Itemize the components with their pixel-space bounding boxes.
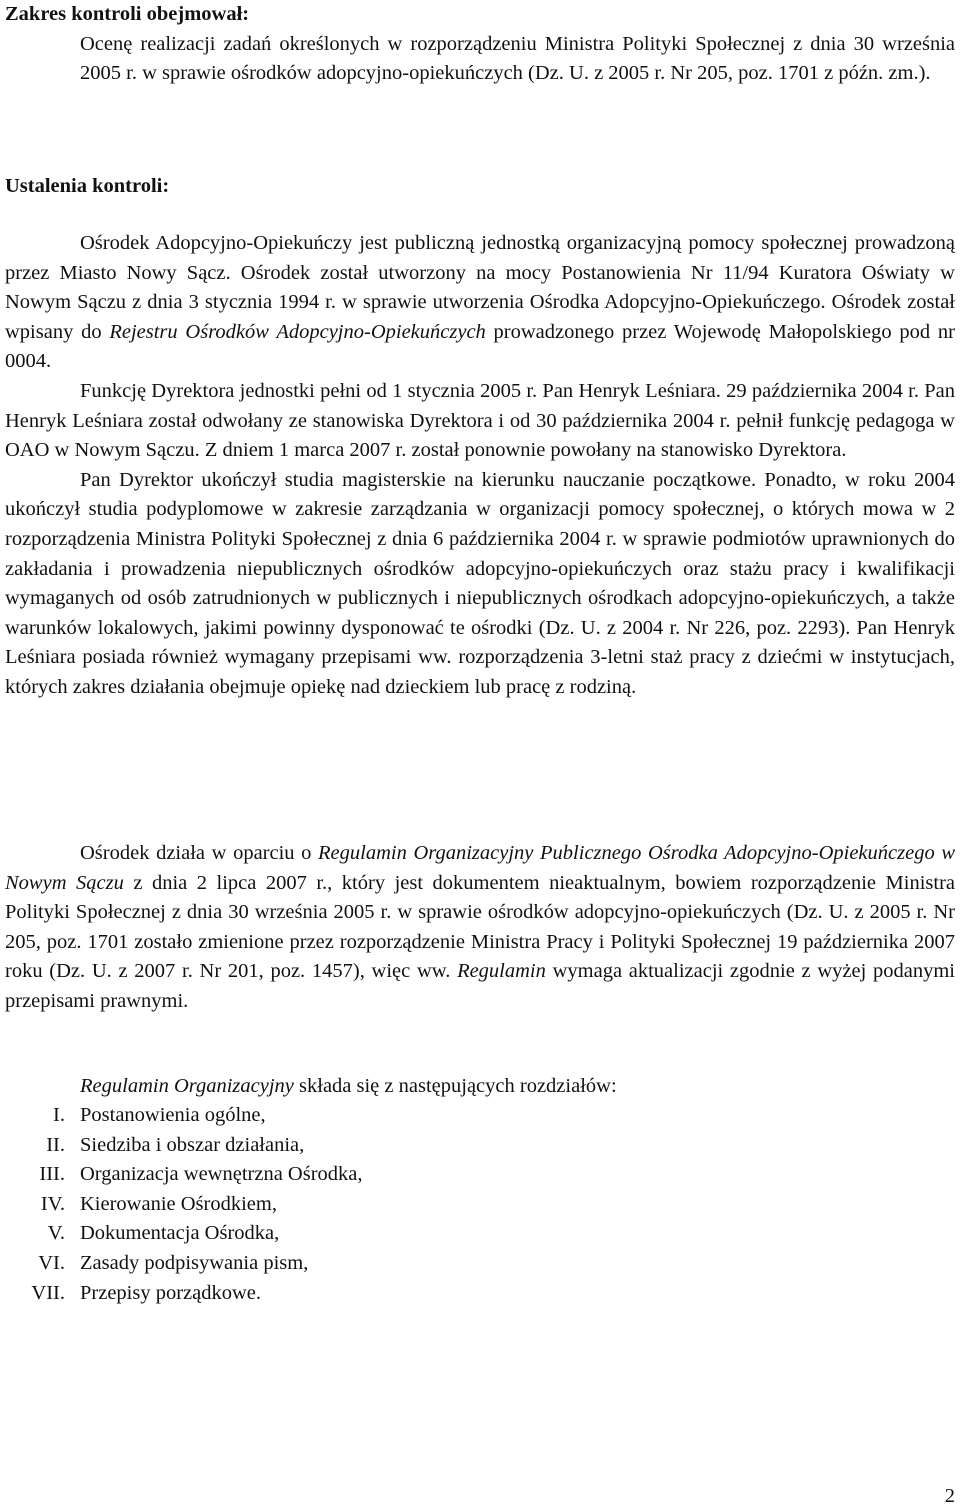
page-number: 2: [944, 1485, 955, 1507]
chapter-number: VI.: [38, 1251, 65, 1274]
regulations-short-title: Regulamin: [457, 960, 546, 983]
chapter-list-intro-italic: Regulamin Organizacyjny: [80, 1075, 294, 1097]
scope-section: [5, 0, 955, 89]
chapter-list-intro-rest: składa się z następujących rozdziałów:: [293, 1075, 617, 1097]
registry-title: Rejestru Ośrodków Adopcyjno-Opiekuńczych: [109, 320, 486, 343]
chapter-number: II.: [46, 1133, 65, 1156]
list-item: [5, 1249, 955, 1279]
chapter-number: VII.: [31, 1281, 65, 1304]
paragraph-regulations-block: [5, 839, 955, 1017]
chapter-number: III.: [39, 1163, 65, 1186]
chapter-number: I.: [53, 1104, 65, 1126]
chapter-number: V.: [47, 1222, 65, 1245]
list-item: [5, 1160, 955, 1190]
paragraph-qualifications: Pan Dyrektor ukończył studia magisterskie na kierunku nauczanie początkowe. Ponadto, w roku 2004 ukończył studia podyplomowe w zakresie zarządzania w organizacji pomocy społecznej, o których mowa w 2 rozporządzenia Ministra Polityki Społecznej z dnia 6 października 2004 r. w sprawie podmiotów uprawnionych do zakładania i prowadzenia niepublicznych ośrodków adopcyjno-opiekuńczych oraz stażu pracy i kwalifikacji wymaganych od osób zatrudnionych w publicznych i niepublicznych ośrodkach adopcyjno-opiekuńczych, a także warunków lokalowych, jakimi powinny dysponować te ośrodki (Dz. U. z 2004 r. Nr 226, poz. 2293). Pan Henryk Leśniara posiada również wymagany przepisami ww. rozporządzenia 3-letni staż pracy z dziećmi w instytucjach, których zakres działania obejmuje opiekę nad dzieckiem lub pracę z rodziną.: [5, 468, 955, 698]
scope-text: Ocenę realizacji zadań określonych w rozporządzeniu Ministra Polityki Społecznej z dnia 30 września 2005 r. w sprawie ośrodków adopcyjno-opiekuńczych (Dz. U. z 2005 r. Nr 205, poz. 1701 z późn. zm.).: [80, 32, 955, 85]
paragraph-regulations-text: Ośrodek działa w oparciu o: [80, 842, 319, 864]
paragraph-regulations-text-end: wymaga aktualizacji zgodnie z wyżej podanymi przepisami prawnymi.: [5, 960, 955, 1012]
list-item: [5, 1101, 955, 1131]
list-item: [5, 1279, 955, 1309]
chapter-number: IV.: [40, 1192, 65, 1215]
paragraph-status-text-end: prowadzonego przez Wojewodę Małopolskiego pod nr 0004.: [5, 320, 955, 373]
paragraph-regulations-text-mid: z dnia 2 lipca 2007 r., który jest dokumentem nieaktualnym, bowiem rozporządzenie Ministra Polityki Społecznej z dnia 30 września 2005 r. w sprawie ośrodków adopcyjno-opiekuńczych (Dz. U. z 2005 r. Nr 205, poz. 1701 zostało zmienione przez rozporządzenie Ministra Pracy i Polityki Społecznej 19 października 2007 roku (Dz. U. z 2007 r. Nr 201, poz. 1457), więc ww.: [5, 871, 955, 983]
chapter-title: Kierowanie Ośrodkiem,: [80, 1192, 277, 1215]
paragraph-status-text: Ośrodek Adopcyjno-Opiekuńczy jest publiczną jednostką organizacyjną pomocy społecznej prowadzoną przez Miasto Nowy Sącz. Ośrodek został utworzony na mocy Postanowienia Nr 11/94 Kuratora Oświaty w Nowym Sączu z dnia 3 stycznia 1994 r. w sprawie utworzenia Ośrodka Adopcyjno-Opiekuńczego. Ośrodek został wpisany do: [5, 232, 955, 343]
findings-body: [5, 229, 955, 703]
paragraph-status: [5, 229, 955, 377]
paragraph-director: Funkcję Dyrektora jednostki pełni od 1 stycznia 2005 r. Pan Henryk Leśniara. 29 października 2004 r. Pan Henryk Leśniara został odwołany ze stanowiska Dyrektora i od 30 października 2004 r. pełnił funkcję pedagoga w OAO w Nowym Sączu. Z dniem 1 marca 2007 r. został ponownie powołany na stanowisko Dyrektora.: [5, 379, 955, 462]
chapter-list-intro: [5, 1072, 955, 1102]
scope-heading: Zakres kontroli obejmował:: [5, 3, 250, 25]
findings-heading: [5, 172, 955, 202]
regulations-title: Regulamin Organizacyjny Publicznego Ośrodka Adopcyjno-Opiekuńczego w Nowym Sączu: [5, 842, 955, 894]
chapter-title: Przepisy porządkowe.: [80, 1281, 262, 1304]
list-item: [5, 1190, 955, 1220]
chapter-title: Zasady podpisywania pism,: [80, 1251, 309, 1274]
chapter-title: Dokumentacja Ośrodka,: [80, 1222, 280, 1245]
findings-heading-text: Ustalenia kontroli:: [5, 175, 170, 197]
chapter-title: Siedziba i obszar działania,: [80, 1133, 305, 1156]
paragraph-regulations: [5, 839, 955, 1017]
chapter-list-intro-text: [5, 1072, 955, 1102]
chapter-title: Postanowienia ogólne,: [80, 1104, 266, 1126]
chapter-list: [5, 1101, 955, 1308]
list-item: [5, 1131, 955, 1161]
list-item: [5, 1219, 955, 1249]
chapter-title: Organizacja wewnętrzna Ośrodka,: [80, 1163, 363, 1186]
